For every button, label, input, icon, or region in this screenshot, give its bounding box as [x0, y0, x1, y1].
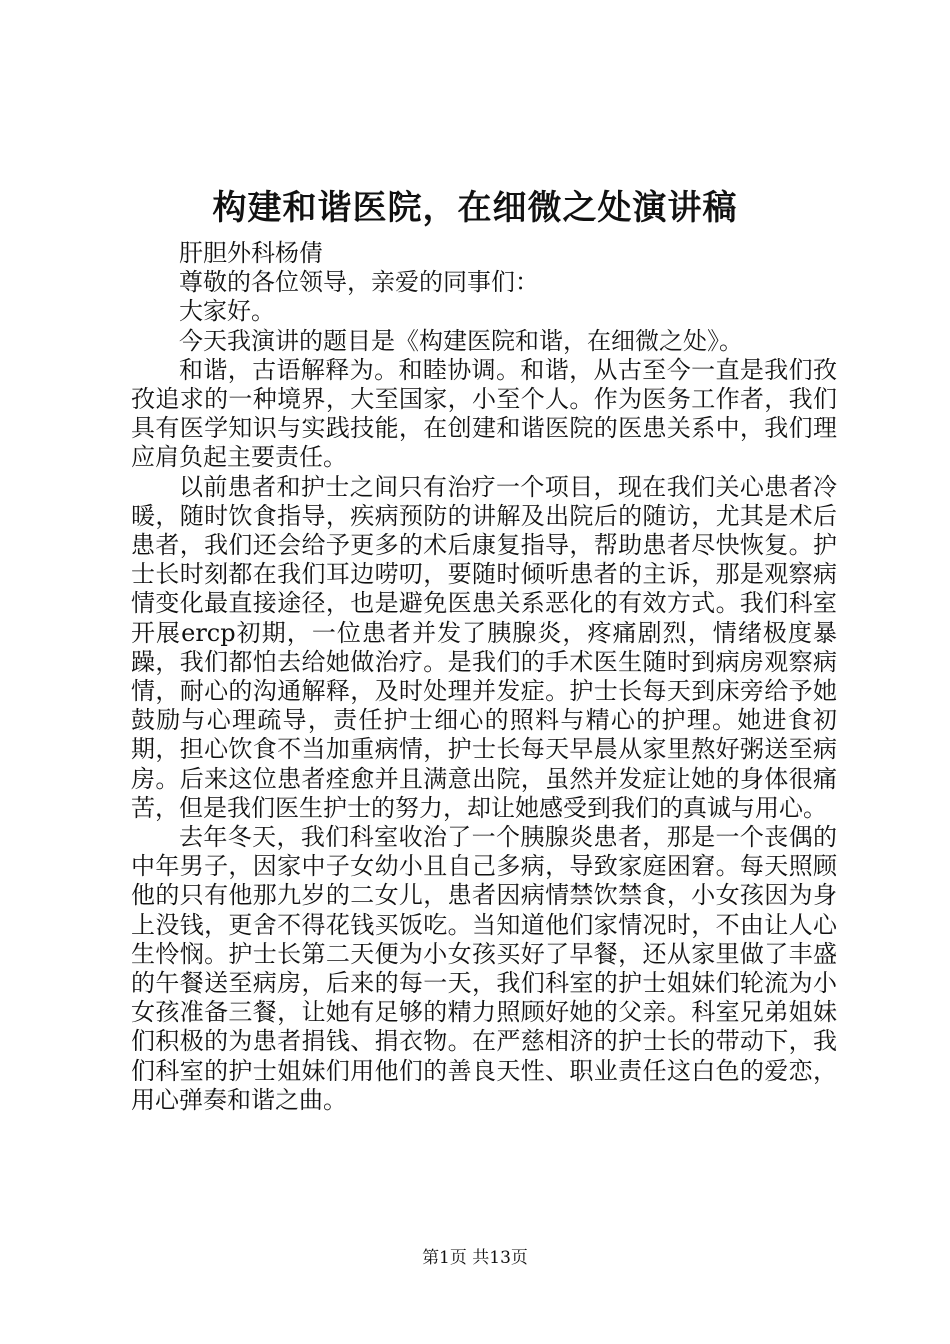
author-line: 肝胆外科杨倩 — [179, 239, 323, 267]
body-paragraph: 和谐，古语解释为。和睦协调。和谐，从古至今一直是我们孜孜追求的一种境界，大至国家，小至个人。作为医务工作者，我们具有医学知识与实践技能，在创建和谐医院的医患关系中，我们理应肩负起主要责任。 — [131, 355, 837, 472]
salutation: 尊敬的各位领导，亲爱的同事们： — [179, 268, 539, 297]
body-paragraph: 以前患者和护士之间只有治疗一个项目，现在我们关心患者冷暖，随时饮食指导，疾病预防的讲解及出院后的随访，尤其是术后患者，我们还会给予更多的术后康复指导，帮助患者尽快恢复。护士长时刻都在我们耳边唠叨，要随时倾听患者的主诉，那是观察病情变化最直接途径，也是避免医患关系恶化的有效方式。我们科室开展ercp初期，一位患者并发了胰腺炎，疼痛剧烈，情绪极度暴躁，我们都怕去给她做治疗。是我们的手术医生随时到病房观察病情，耐心的沟通解释，及时处理并发症。护士长每天到床旁给予她鼓励与心理疏导，责任护士细心的照料与精心的护理。她进食初期，担心饮食不当加重病情，护士长每天早晨从家里熬好粥送至病房。后来这位患者痊愈并且满意出院，虽然并发症让她的身体很痛苦，但是我们医生护士的努力，却让她感受到我们的真诚与用心。 — [131, 472, 837, 822]
document-body — [131, 239, 837, 1115]
page-number-footer: 第1页 共13页 — [422, 1248, 528, 1268]
body-paragraph: 去年冬天，我们科室收治了一个胰腺炎患者，那是一个丧偶的中年男子，因家中子女幼小且自己多病，导致家庭困窘。每天照顾他的只有他那九岁的二女儿，患者因病情禁饮禁食，小女孩因为身上没钱，更舍不得花钱买饭吃。当知道他们家情况时，不由让人心生怜悯。护士长第二天便为小女孩买好了早餐，还从家里做了丰盛的午餐送至病房，后来的每一天，我们科室的护士姐妹们轮流为小女孩准备三餐，让她有足够的精力照顾好她的父亲。科室兄弟姐妹们积极的为患者捐钱、捐衣物。在严慈相济的护士长的带动下，我们科室的护士姐妹们用他们的善良天性、职业责任这白色的爱恋，用心弹奏和谐之曲。 — [131, 823, 837, 1114]
greeting: 大家好。 — [179, 297, 275, 326]
speech-topic-paragraph: 今天我演讲的题目是《构建医院和谐，在细微之处》。 — [179, 326, 743, 355]
document-title: 构建和谐医院，在细微之处演讲稿 — [212, 188, 738, 228]
